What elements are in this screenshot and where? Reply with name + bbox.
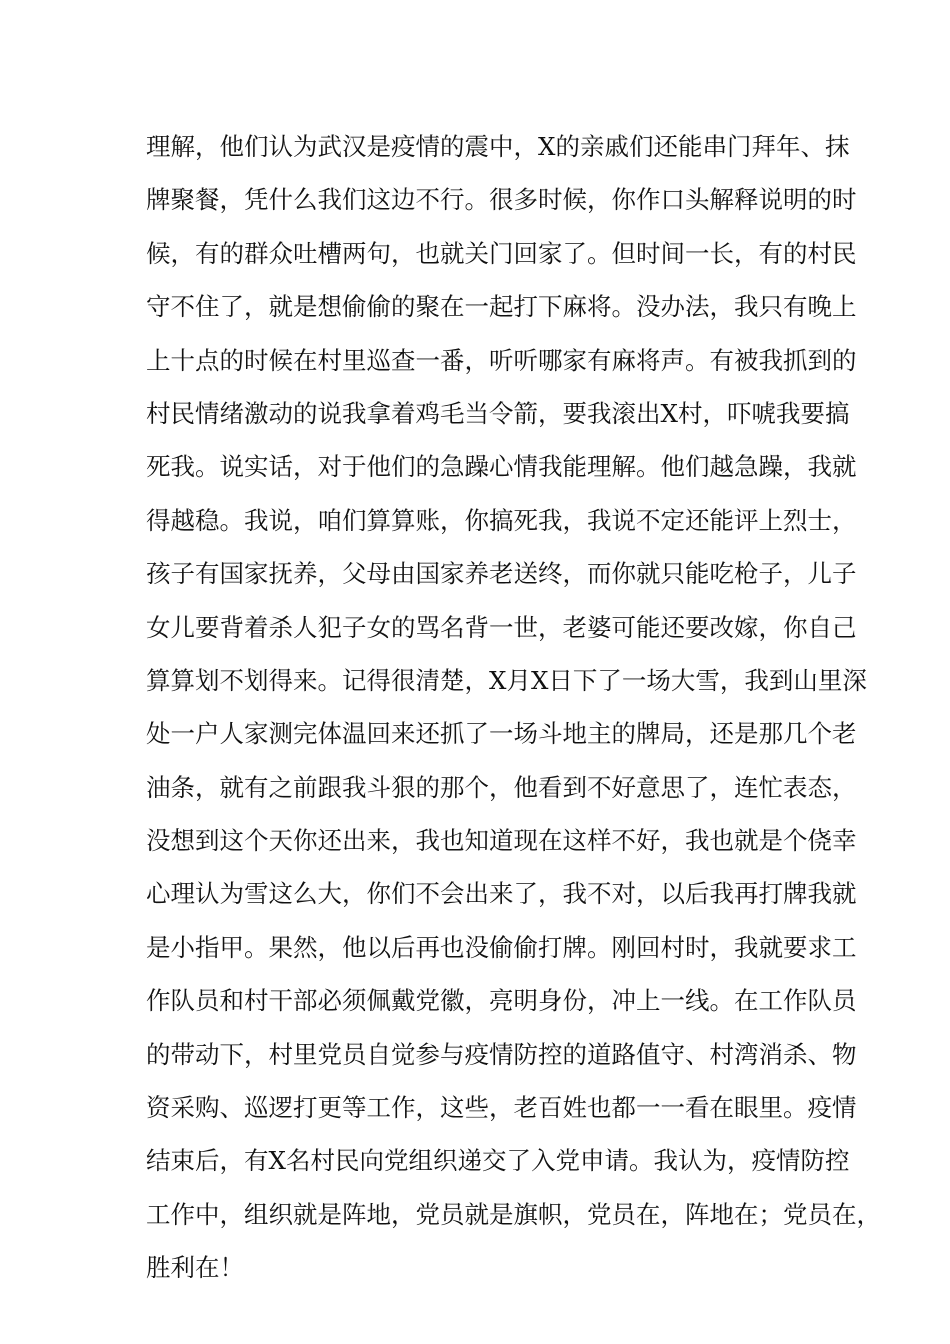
text-line: 村民情绪激动的说我拿着鸡毛当令箭，要我滚出X村，吓唬我要搞 bbox=[146, 398, 850, 428]
text-line: 死我。说实话，对于他们的急躁心情我能理解。他们越急躁，我就 bbox=[146, 452, 857, 482]
text-line: 没想到这个天你还出来，我也知道现在这样不好，我也就是个侥幸 bbox=[146, 826, 857, 856]
text-line: 孩子有国家抚养，父母由国家养老送终，而你就只能吃枪子，儿子 bbox=[146, 559, 857, 589]
text-line: 算算划不划得来。记得很清楚，X月X日下了一场大雪，我到山里深 bbox=[146, 665, 867, 695]
text-line: 理解，他们认为武汉是疫情的震中，X的亲戚们还能串门拜年、抹 bbox=[146, 132, 850, 161]
body-paragraph bbox=[146, 128, 881, 1303]
text-line: 是小指甲。果然，他以后再也没偷偷打牌。刚回村时，我就要求工 bbox=[146, 932, 857, 962]
text-line: 资采购、巡逻打更等工作，这些，老百姓也都一一看在眼里。疫情 bbox=[146, 1093, 857, 1123]
text-line: 结束后，有X名村民向党组织递交了入党申请。我认为，疫情防控 bbox=[146, 1146, 850, 1176]
text-line: 上十点的时候在村里巡查一番，听听哪家有麻将声。有被我抓到的 bbox=[146, 345, 857, 375]
text-line: 女儿要背着杀人犯子女的骂名背一世，老婆可能还要改嫁，你自己 bbox=[146, 612, 857, 642]
text-line: 心理认为雪这么大，你们不会出来了，我不对，以后我再打牌我就 bbox=[146, 879, 857, 909]
text-line: 油条，就有之前跟我斗狠的那个，他看到不好意思了，连忙表态， bbox=[146, 772, 857, 802]
text-line: 候，有的群众吐槽两句，也就关门回家了。但时间一长，有的村民 bbox=[146, 238, 857, 268]
text-line: 的带动下，村里党员自觉参与疫情防控的道路值守、村湾消杀、物 bbox=[146, 1039, 857, 1069]
text-line: 胜利在！ bbox=[146, 1253, 244, 1283]
text-line: 工作中，组织就是阵地，党员就是旗帜，党员在，阵地在；党员在， bbox=[146, 1199, 881, 1229]
text-line: 守不住了，就是想偷偷的聚在一起打下麻将。没办法，我只有晚上 bbox=[146, 292, 857, 322]
text-line: 牌聚餐，凭什么我们这边不行。很多时候，你作口头解释说明的时 bbox=[146, 185, 857, 215]
text-line: 得越稳。我说，咱们算算账，你搞死我，我说不定还能评上烈士， bbox=[146, 505, 857, 535]
text-line: 作队员和村干部必须佩戴党徽，亮明身份，冲上一线。在工作队员 bbox=[146, 986, 857, 1016]
text-line: 处一户人家测完体温回来还抓了一场斗地主的牌局，还是那几个老 bbox=[146, 719, 857, 749]
